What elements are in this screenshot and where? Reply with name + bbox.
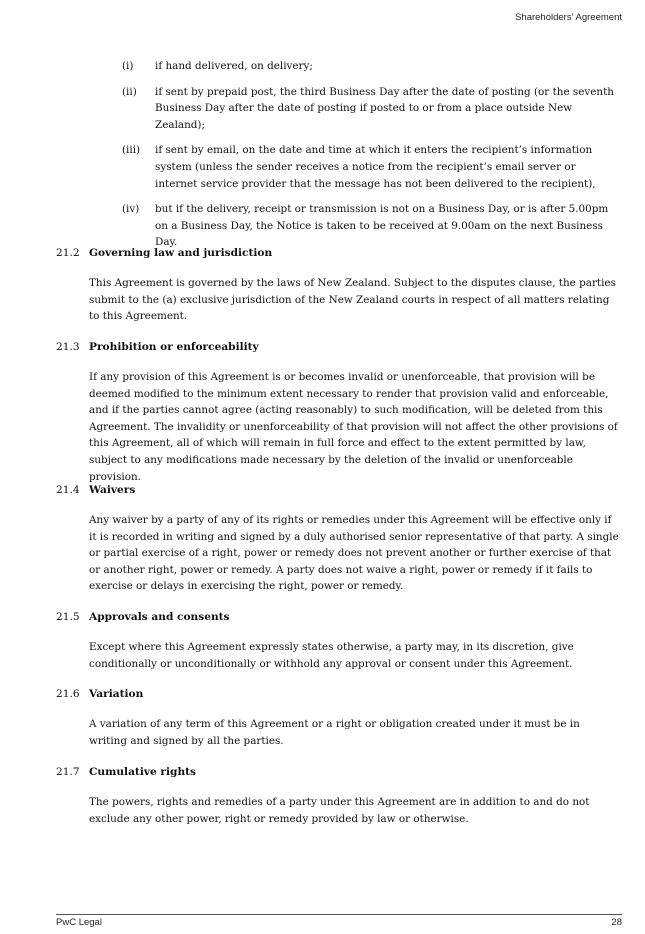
clause-body: The powers, rights and remedies of a party under this Agreement are in addition to and do not exclude any other power, right or remedy provided by law or otherwise.	[89, 796, 590, 825]
clause-cumulative-rights	[0, 766, 645, 827]
clause-title: Waivers	[89, 484, 136, 496]
list-item-number: (iii)	[122, 144, 141, 157]
list-item	[0, 142, 645, 192]
list-item	[0, 201, 645, 251]
clause-number: 21.7	[56, 766, 80, 778]
list-item	[0, 58, 645, 75]
clause-heading	[0, 766, 645, 782]
list-item-number: (iv)	[122, 203, 140, 216]
list-item-number: (ii)	[122, 85, 137, 98]
footer-divider	[56, 914, 622, 915]
running-header: Shareholders' Agreement	[515, 12, 622, 23]
footer-firm-name: PwC Legal	[56, 917, 102, 928]
clause-title: Variation	[89, 688, 144, 700]
clause-body: A variation of any term of this Agreement or a right or obligation created under it must be in writing and signed by all the parties.	[89, 718, 580, 747]
clause-approvals-consents	[0, 611, 645, 672]
clause-number: 21.3	[56, 341, 80, 353]
list-item-text: if sent by prepaid post, the third Business Day after the date of posting (or the seventh Business Day after the date of posting if posted to or from a place outside New Zealand);	[155, 85, 614, 131]
clause-body: Any waiver by a party of any of its rights or remedies under this Agreement will be effective only if it is recorded in writing and signed by a duly authorised senior representative of that party. A single or partial exercise of a right, power or remedy does not prevent another or further exercise of that or another right, power or remedy. A party does not waive a right, power or remedy if it fails to exercise or delays in exercising the right, power or remedy.	[89, 514, 619, 593]
clause-number: 21.6	[56, 688, 80, 700]
list-item-number: (i)	[122, 60, 134, 72]
clause-governing-law	[0, 247, 645, 325]
clause-variation	[0, 688, 645, 749]
clause-heading	[0, 247, 645, 263]
clause-body: Except where this Agreement expressly states otherwise, a party may, in its discretion, give conditionally or unconditionally or withhold any approval or consent under this Agreement.	[89, 641, 574, 670]
clause-number: 21.4	[56, 484, 80, 496]
clause-title: Prohibition or enforceability	[89, 341, 259, 353]
clause-heading	[0, 341, 645, 357]
clause-body: If any provision of this Agreement is or becomes invalid or unenforceable, that provision will be deemed modified to the minimum extent necessary to render that provision valid and enforceable, and if the parties cannot agree (acting reasonably) to such modification, will be deleted from this Agreement. The invalidity or unenforceability of that provision will not affect the other provisions of this Agreement, all of which will remain in full force and effect to the extent permitted by law, subject to any modifications made necessary by the deletion of the invalid or unenforceable provision.	[89, 371, 618, 483]
list-item-text: if sent by email, on the date and time at which it enters the recipient’s information system (unless the sender receives a notice from the recipient’s email server or internet service provider that the message has not been delivered to the recipient),	[155, 144, 596, 190]
page-number: 28	[611, 917, 622, 928]
clause-number: 21.5	[56, 611, 80, 623]
clause-waivers	[0, 484, 645, 595]
clause-title: Cumulative rights	[89, 766, 197, 778]
clause-prohibition-enforceability	[0, 341, 645, 485]
clause-heading	[0, 484, 645, 500]
list-item-text: if hand delivered, on delivery;	[155, 60, 313, 72]
clause-heading	[0, 688, 645, 704]
list-item	[0, 84, 645, 134]
notice-receipt-list	[0, 58, 645, 260]
clause-body: This Agreement is governed by the laws of New Zealand. Subject to the disputes clause, the parties submit to the (a) exclusive jurisdiction of the New Zealand courts in respect of all matters relating to this Agreement.	[89, 277, 616, 323]
clause-heading	[0, 611, 645, 627]
list-item-text: but if the delivery, receipt or transmission is not on a Business Day, or is after 5.00pm on a Business Day, the Notice is taken to be received at 9.00am on the next Business Day.	[155, 203, 609, 249]
clause-title: Approvals and consents	[89, 611, 230, 623]
clause-title: Governing law and jurisdiction	[89, 247, 273, 259]
clause-number: 21.2	[56, 247, 80, 259]
